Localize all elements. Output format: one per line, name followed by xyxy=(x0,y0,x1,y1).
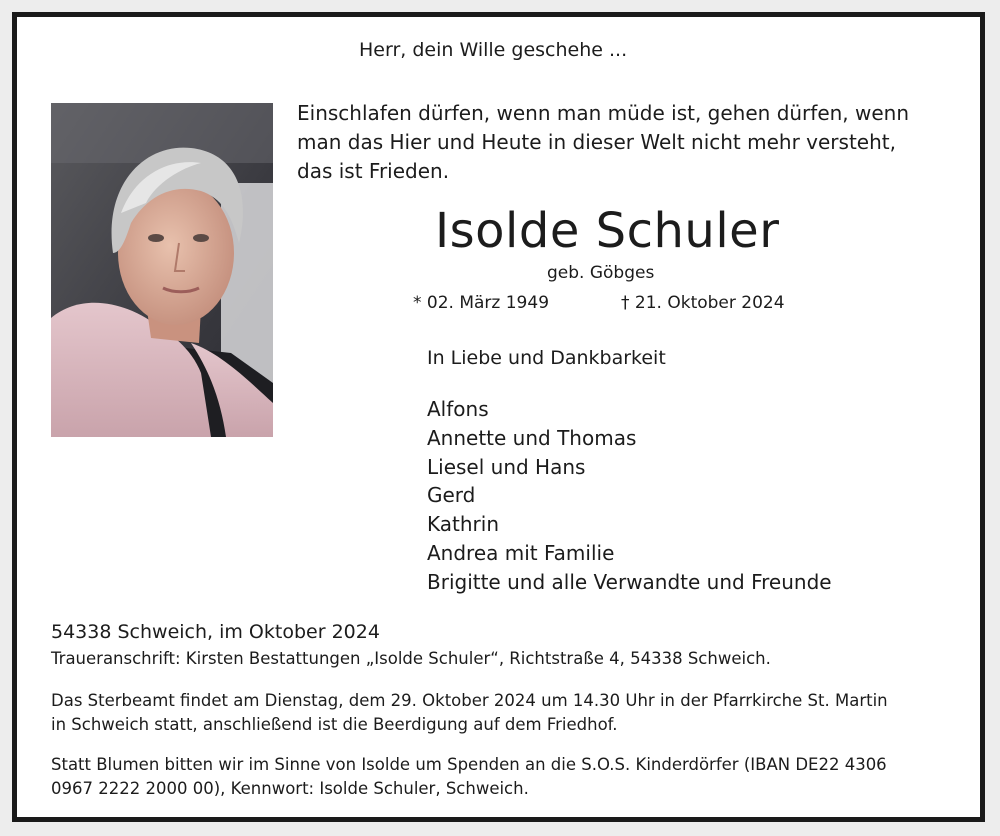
birth-date: * 02. März 1949 xyxy=(413,293,550,313)
death-date: † 21. Oktober 2024 xyxy=(621,293,785,313)
mourner: Liesel und Hans xyxy=(427,454,586,479)
donation-info xyxy=(51,753,966,801)
poem-line: man das Hier und Heute in dieser Welt nicht mehr versteht, xyxy=(297,130,896,154)
obituary-card xyxy=(12,12,985,822)
poem-line: das ist Frieden. xyxy=(297,159,450,183)
poem xyxy=(297,99,957,186)
mourner: Kathrin xyxy=(427,512,499,537)
service-line: Das Sterbeamt findet am Dienstag, dem 29. Oktober 2024 um 14.30 Uhr in der Pfarrkirche St. Martin xyxy=(51,691,888,710)
poem-line: Einschlafen dürfen, wenn man müde ist, gehen dürfen, wenn xyxy=(297,101,910,125)
mourner: Annette und Thomas xyxy=(427,425,637,450)
mourner: Alfons xyxy=(427,397,489,421)
portrait-photo xyxy=(51,103,273,437)
mourner: Brigitte und alle Verwandte und Freunde xyxy=(427,569,832,594)
mourners-list xyxy=(427,395,832,597)
mourner: Gerd xyxy=(427,483,476,508)
motto: Herr, dein Wille geschehe ... xyxy=(359,39,628,61)
funeral-service-info xyxy=(51,689,966,737)
closing-line: In Liebe und Dankbarkeit xyxy=(427,347,666,369)
mourning-address: Traueranschrift: Kirsten Bestattungen „Isolde Schuler“, Richtstraße 4, 54338 Schweich. xyxy=(51,649,771,668)
place-date: 54338 Schweich, im Oktober 2024 xyxy=(51,621,380,643)
donation-line: Statt Blumen bitten wir im Sinne von Isolde um Spenden an die S.O.S. Kinderdörfer (IBAN DE22 4306 xyxy=(51,755,887,774)
service-line: in Schweich statt, anschließend ist die Beerdigung auf dem Friedhof. xyxy=(51,715,618,734)
deceased-name: Isolde Schuler xyxy=(435,203,780,259)
donation-line: 0967 2222 2000 00), Kennwort: Isolde Schuler, Schweich. xyxy=(51,779,529,798)
maiden-name: geb. Göbges xyxy=(547,263,655,283)
mourner: Andrea mit Familie xyxy=(427,540,615,565)
